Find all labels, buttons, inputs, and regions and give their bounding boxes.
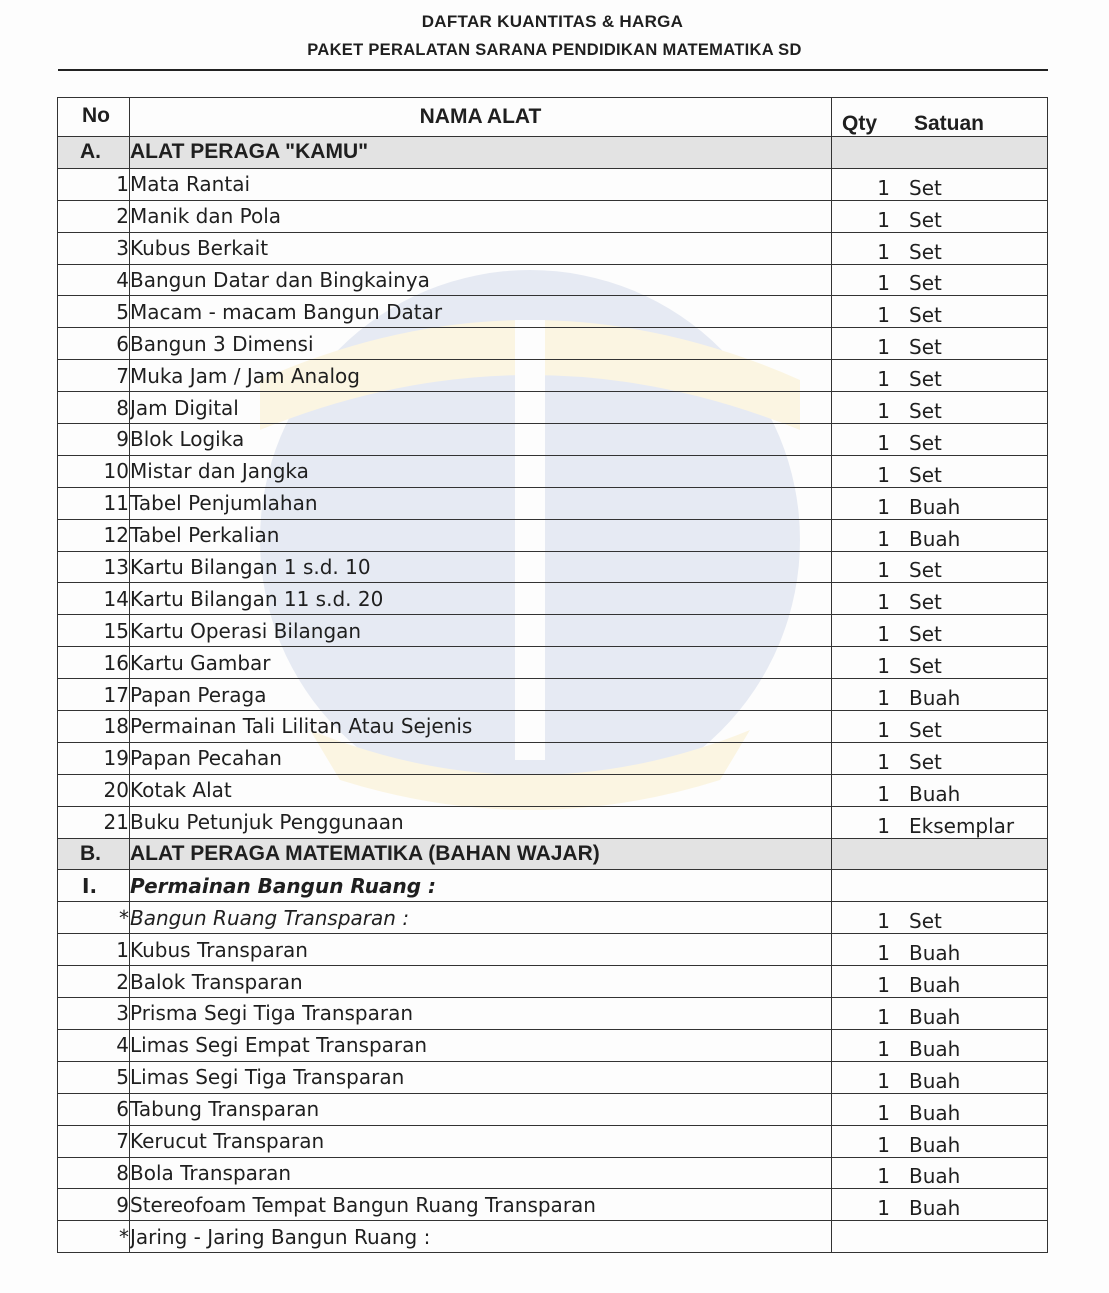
qty-unit-cell xyxy=(832,1061,1048,1093)
qty-unit-cell xyxy=(832,200,1048,232)
unit-value: Set xyxy=(909,367,942,392)
item-name: Macam - macam Bangun Datar xyxy=(130,296,832,328)
table-row xyxy=(58,679,1048,711)
table-row xyxy=(58,360,1048,392)
qty-unit-cell xyxy=(832,711,1048,743)
item-name: Permainan Tali Lilitan Atau Sejenis xyxy=(130,711,832,743)
row-no: 7 xyxy=(58,360,130,392)
qty-unit-cell xyxy=(832,487,1048,519)
unit-value: Buah xyxy=(909,494,961,519)
qty-value: 1 xyxy=(877,1100,890,1125)
qty-unit-cell xyxy=(832,551,1048,583)
qty-unit-cell xyxy=(832,998,1048,1030)
item-name: Kubus Transparan xyxy=(130,934,832,966)
qty-unit-cell xyxy=(832,647,1048,679)
qty-unit-cell xyxy=(832,934,1048,966)
qty-unit-cell xyxy=(832,455,1048,487)
qty-unit-cell xyxy=(832,519,1048,551)
row-no: 3 xyxy=(58,232,130,264)
qty-value: 1 xyxy=(877,1068,890,1093)
qty-value: 1 xyxy=(877,973,890,998)
qty-value: 1 xyxy=(877,271,890,296)
table-row xyxy=(58,647,1048,679)
table-row xyxy=(58,934,1048,966)
subsection-title: Permainan Bangun Ruang : xyxy=(130,870,832,902)
qty-unit-cell xyxy=(832,615,1048,647)
table-row xyxy=(58,200,1048,232)
qty-value: 1 xyxy=(877,399,890,424)
quantity-price-table xyxy=(57,97,1048,1253)
subgroup-title: Jaring - Jaring Bangun Ruang : xyxy=(130,1221,832,1253)
qty-unit-cell xyxy=(832,742,1048,774)
unit-value: Buah xyxy=(909,1132,961,1157)
qty-unit-cell xyxy=(832,264,1048,296)
qty-value: 1 xyxy=(877,335,890,360)
unit-value: Buah xyxy=(909,781,961,806)
item-name: Mata Rantai xyxy=(130,168,832,200)
header-no: No xyxy=(58,98,130,137)
qty-unit-cell xyxy=(832,679,1048,711)
qty-value: 1 xyxy=(877,749,890,774)
qty-value: 1 xyxy=(877,1004,890,1029)
unit-value: Set xyxy=(909,749,942,774)
table-row xyxy=(58,615,1048,647)
unit-value: Buah xyxy=(909,1068,961,1093)
row-no: 16 xyxy=(58,647,130,679)
subsection-i-row xyxy=(58,870,1048,902)
row-no: 9 xyxy=(58,1189,130,1221)
row-no: 9 xyxy=(58,424,130,456)
row-no: 4 xyxy=(58,264,130,296)
document-subtitle: PAKET PERALATAN SARANA PENDIDIKAN MATEMATIKA SD xyxy=(307,41,802,59)
subgroup-marker: * xyxy=(58,1221,130,1253)
row-no: 1 xyxy=(58,934,130,966)
unit-value: Buah xyxy=(909,1196,961,1221)
row-no: 6 xyxy=(58,1093,130,1125)
row-no: 21 xyxy=(58,806,130,838)
unit-value: Buah xyxy=(909,686,961,711)
item-name: Muka Jam / Jam Analog xyxy=(130,360,832,392)
qty-value: 1 xyxy=(877,1164,890,1189)
row-no: 20 xyxy=(58,774,130,806)
row-no: 12 xyxy=(58,519,130,551)
table-row xyxy=(58,583,1048,615)
table-row xyxy=(58,455,1048,487)
qty-value: 1 xyxy=(877,1132,890,1157)
document-title: DAFTAR KUANTITAS & HARGA xyxy=(421,12,684,31)
header-unit: Satuan xyxy=(914,112,985,135)
qty-value: 1 xyxy=(877,526,890,551)
header-qty-unit xyxy=(832,98,1048,137)
qty-unit-cell xyxy=(832,583,1048,615)
unit-value: Buah xyxy=(909,1036,961,1061)
item-name: Limas Segi Tiga Transparan xyxy=(130,1061,832,1093)
row-no: 15 xyxy=(58,615,130,647)
unit-value: Buah xyxy=(909,526,961,551)
row-no: 17 xyxy=(58,679,130,711)
unit-value: Buah xyxy=(909,973,961,998)
item-name: Manik dan Pola xyxy=(130,200,832,232)
qty-value: 1 xyxy=(877,941,890,966)
section-b-row xyxy=(58,838,1048,870)
unit-value: Buah xyxy=(909,941,961,966)
section-no: B. xyxy=(58,838,130,870)
unit-value: Set xyxy=(909,558,942,583)
qty-value: 1 xyxy=(877,558,890,583)
qty-unit-cell xyxy=(832,806,1048,838)
row-no: 6 xyxy=(58,328,130,360)
unit-value: Set xyxy=(909,239,942,264)
table-row xyxy=(58,424,1048,456)
unit-value: Set xyxy=(909,430,942,455)
qty-unit-cell xyxy=(832,1189,1048,1221)
table-row xyxy=(58,296,1048,328)
table-row xyxy=(58,264,1048,296)
item-name: Bangun 3 Dimensi xyxy=(130,328,832,360)
subgroup-nets-row xyxy=(58,1221,1048,1253)
item-name: Kartu Bilangan 11 s.d. 20 xyxy=(130,583,832,615)
table-row xyxy=(58,742,1048,774)
table-row xyxy=(58,328,1048,360)
unit-value: Buah xyxy=(909,1164,961,1189)
qty-value: 1 xyxy=(877,239,890,264)
item-name: Kartu Gambar xyxy=(130,647,832,679)
unit-value: Buah xyxy=(909,1004,961,1029)
qty-unit-cell xyxy=(832,232,1048,264)
table-row xyxy=(58,519,1048,551)
item-name: Tabel Perkalian xyxy=(130,519,832,551)
item-name: Kartu Bilangan 1 s.d. 10 xyxy=(130,551,832,583)
item-name: Stereofoam Tempat Bangun Ruang Transparan xyxy=(130,1189,832,1221)
item-name: Bola Transparan xyxy=(130,1157,832,1189)
qty-unit-cell xyxy=(832,1029,1048,1061)
qty-value: 1 xyxy=(877,494,890,519)
unit-value: Set xyxy=(909,909,942,934)
item-name: Tabung Transparan xyxy=(130,1093,832,1125)
qty-unit-cell xyxy=(832,774,1048,806)
table-row xyxy=(58,232,1048,264)
unit-value: Set xyxy=(909,303,942,328)
qty-value: 1 xyxy=(877,367,890,392)
row-no: 18 xyxy=(58,711,130,743)
qty-unit-cell xyxy=(832,168,1048,200)
unit-value: Set xyxy=(909,654,942,679)
row-no: 2 xyxy=(58,966,130,998)
unit-value: Eksemplar xyxy=(909,813,1015,838)
qty-value: 1 xyxy=(877,717,890,742)
qty-unit-cell xyxy=(832,1125,1048,1157)
row-no: 10 xyxy=(58,455,130,487)
qty-unit-cell xyxy=(832,392,1048,424)
qty-value: 1 xyxy=(877,303,890,328)
header-divider xyxy=(58,69,1048,71)
subsection-no: I. xyxy=(58,870,130,902)
section-title: ALAT PERAGA "KAMU" xyxy=(130,137,832,169)
table-row xyxy=(58,551,1048,583)
row-no: 5 xyxy=(58,296,130,328)
qty-unit-cell xyxy=(832,328,1048,360)
qty-unit-cell xyxy=(832,1157,1048,1189)
row-no: 5 xyxy=(58,1061,130,1093)
table-row xyxy=(58,1125,1048,1157)
qty-value: 1 xyxy=(877,1196,890,1221)
row-no: 8 xyxy=(58,392,130,424)
subgroup-title: Bangun Ruang Transparan : xyxy=(130,902,832,934)
qty-unit-cell xyxy=(832,360,1048,392)
header-name: NAMA ALAT xyxy=(130,98,832,137)
qty-value: 1 xyxy=(877,654,890,679)
item-name: Bangun Datar dan Bingkainya xyxy=(130,264,832,296)
item-name: Limas Segi Empat Transparan xyxy=(130,1029,832,1061)
item-name: Jam Digital xyxy=(130,392,832,424)
qty-unit-cell xyxy=(832,296,1048,328)
qty-value: 1 xyxy=(877,1036,890,1061)
table-row xyxy=(58,168,1048,200)
row-no: 14 xyxy=(58,583,130,615)
item-name: Papan Pecahan xyxy=(130,742,832,774)
table-row xyxy=(58,774,1048,806)
qty-unit-cell xyxy=(832,1093,1048,1125)
qty-unit-cell xyxy=(832,424,1048,456)
table-row xyxy=(58,1061,1048,1093)
qty-unit-cell xyxy=(832,902,1048,934)
item-name: Kubus Berkait xyxy=(130,232,832,264)
section-no: A. xyxy=(58,137,130,169)
qty-value: 1 xyxy=(877,175,890,200)
subgroup-transparent-row xyxy=(58,902,1048,934)
table-row xyxy=(58,711,1048,743)
unit-value: Set xyxy=(909,271,942,296)
row-no: 19 xyxy=(58,742,130,774)
row-no: 2 xyxy=(58,200,130,232)
section-title: ALAT PERAGA MATEMATIKA (BAHAN WAJAR) xyxy=(130,838,832,870)
table-row xyxy=(58,1029,1048,1061)
row-no: 11 xyxy=(58,487,130,519)
qty-value: 1 xyxy=(877,207,890,232)
item-name: Mistar dan Jangka xyxy=(130,455,832,487)
table-row xyxy=(58,806,1048,838)
qty-unit-cell xyxy=(832,966,1048,998)
row-no: 1 xyxy=(58,168,130,200)
item-name: Prisma Segi Tiga Transparan xyxy=(130,998,832,1030)
qty-value: 1 xyxy=(877,909,890,934)
table-row xyxy=(58,998,1048,1030)
unit-value: Set xyxy=(909,622,942,647)
row-no: 13 xyxy=(58,551,130,583)
header-qty: Qty xyxy=(842,112,878,135)
unit-value: Set xyxy=(909,462,942,487)
unit-value: Set xyxy=(909,399,942,424)
unit-value: Set xyxy=(909,175,942,200)
subgroup-marker: * xyxy=(58,902,130,934)
unit-value: Set xyxy=(909,717,942,742)
row-no: 7 xyxy=(58,1125,130,1157)
row-no: 4 xyxy=(58,1029,130,1061)
row-no: 8 xyxy=(58,1157,130,1189)
table-row xyxy=(58,1093,1048,1125)
item-name: Kerucut Transparan xyxy=(130,1125,832,1157)
table-row xyxy=(58,487,1048,519)
unit-value: Set xyxy=(909,590,942,615)
item-name: Buku Petunjuk Penggunaan xyxy=(130,806,832,838)
unit-value: Set xyxy=(909,207,942,232)
item-name: Tabel Penjumlahan xyxy=(130,487,832,519)
table-row xyxy=(58,966,1048,998)
qty-value: 1 xyxy=(877,590,890,615)
qty-value: 1 xyxy=(877,430,890,455)
section-a-row xyxy=(58,137,1048,169)
item-name: Papan Peraga xyxy=(130,679,832,711)
item-name: Blok Logika xyxy=(130,424,832,456)
qty-value: 1 xyxy=(877,813,890,838)
table-row xyxy=(58,1157,1048,1189)
item-name: Kotak Alat xyxy=(130,774,832,806)
row-no: 3 xyxy=(58,998,130,1030)
table-row xyxy=(58,1189,1048,1221)
qty-value: 1 xyxy=(877,686,890,711)
qty-value: 1 xyxy=(877,462,890,487)
qty-value: 1 xyxy=(877,781,890,806)
qty-value: 1 xyxy=(877,622,890,647)
table-header-row xyxy=(58,98,1048,137)
unit-value: Set xyxy=(909,335,942,360)
unit-value: Buah xyxy=(909,1100,961,1125)
table-row xyxy=(58,392,1048,424)
item-name: Kartu Operasi Bilangan xyxy=(130,615,832,647)
item-name: Balok Transparan xyxy=(130,966,832,998)
